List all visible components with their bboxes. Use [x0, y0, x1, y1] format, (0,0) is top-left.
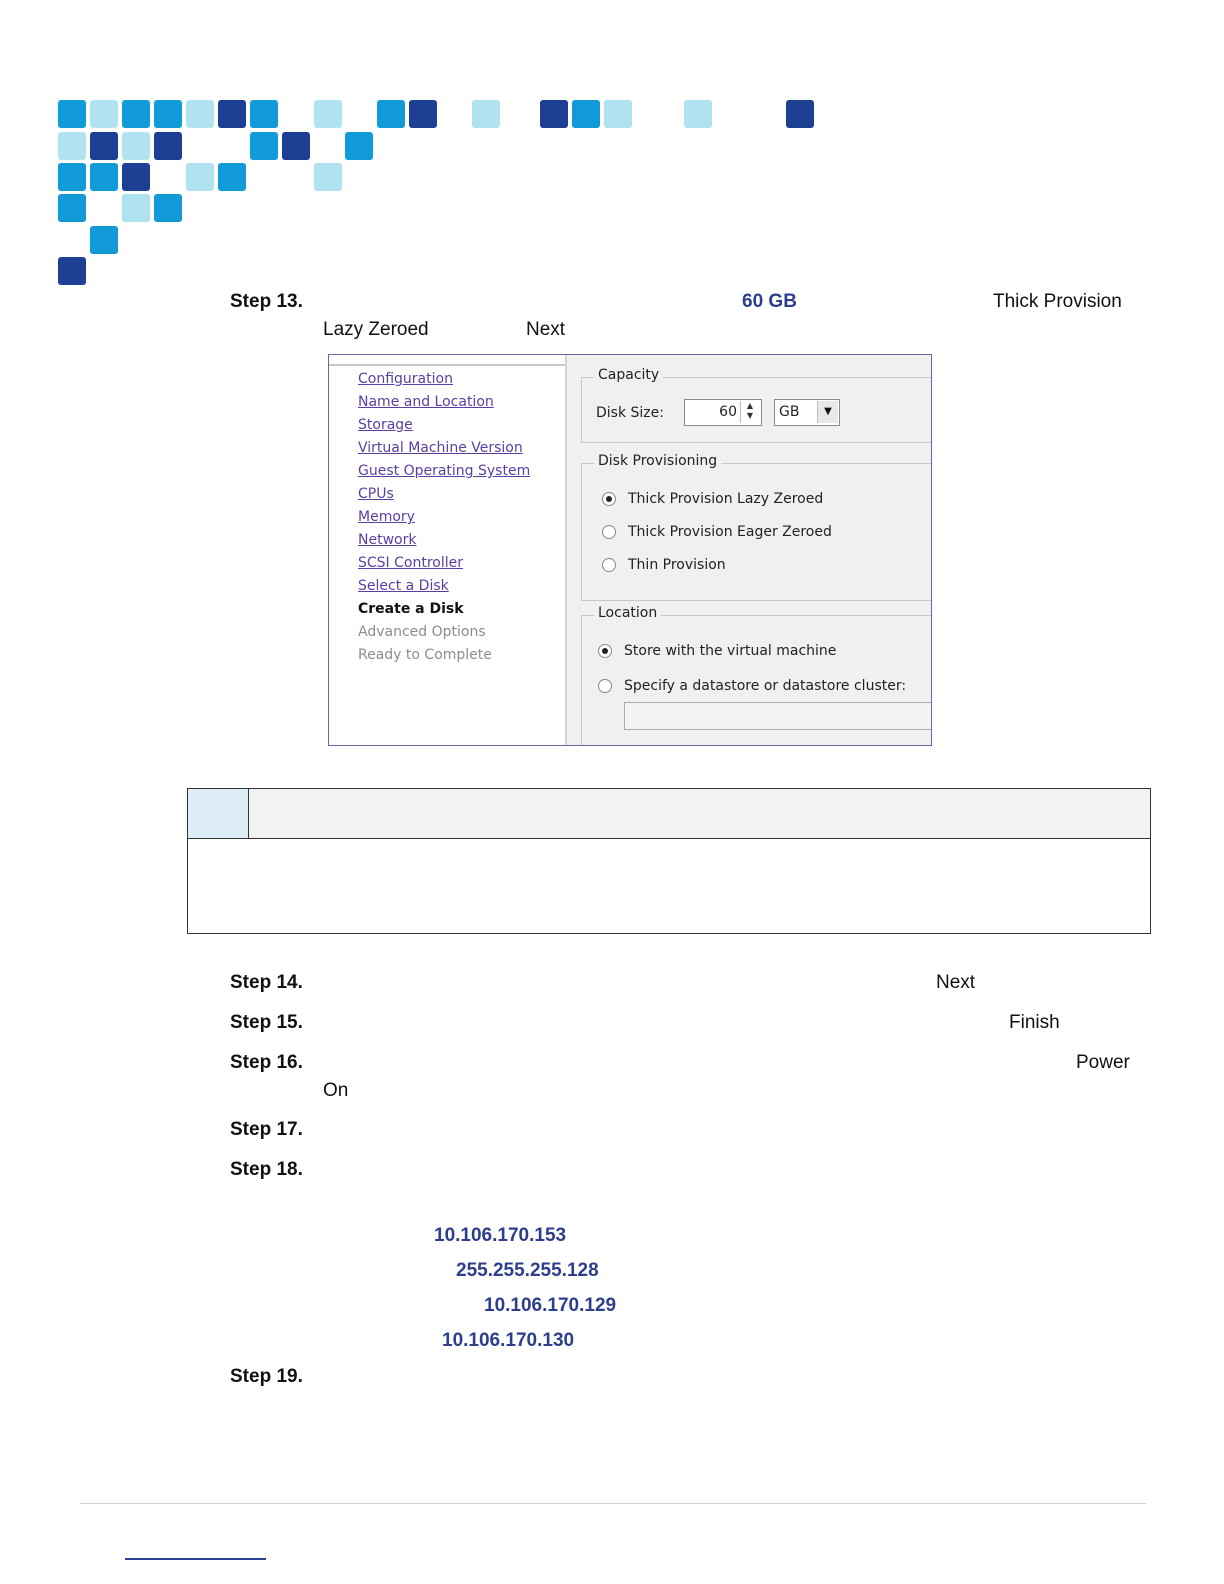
brand-tile [218, 100, 246, 128]
nav-select-disk[interactable]: Select a Disk [358, 578, 449, 594]
footer-accent-line [125, 1558, 266, 1560]
step-16-power-term: Power [1076, 1052, 1130, 1073]
brand-tile [90, 132, 118, 160]
step-19-label: Step 19. [230, 1366, 303, 1387]
subnet-mask-value: 255.255.255.128 [456, 1260, 599, 1281]
step-14-label: Step 14. [230, 972, 303, 993]
capacity-title: Capacity [594, 367, 663, 383]
nav-vm-version[interactable]: Virtual Machine Version [358, 440, 523, 456]
nav-storage[interactable]: Storage [358, 417, 413, 433]
brand-tile [58, 194, 86, 222]
provisioning-title: Disk Provisioning [594, 453, 721, 469]
disk-size-label: Disk Size: [596, 405, 664, 421]
step-15-finish-term: Finish [1009, 1012, 1060, 1033]
nav-cpus[interactable]: CPUs [358, 486, 394, 502]
unit-select[interactable] [774, 399, 840, 426]
radio-eager-zeroed[interactable] [602, 525, 616, 539]
brand-tile [786, 100, 814, 128]
nav-name-and-location[interactable]: Name and Location [358, 394, 494, 410]
nav-create-disk: Create a Disk [358, 601, 464, 617]
option-specify-datastore[interactable]: Specify a datastore or datastore cluster: [624, 678, 907, 694]
brand-tile [572, 100, 600, 128]
gateway-value: 10.106.170.129 [484, 1295, 617, 1316]
location-group [581, 605, 932, 746]
brand-tile [90, 163, 118, 191]
provision-term: Thick Provision [993, 291, 1122, 312]
brand-tile [604, 100, 632, 128]
brand-tile [58, 100, 86, 128]
nav-network[interactable]: Network [358, 532, 417, 548]
nav-scsi-controller[interactable]: SCSI Controller [358, 555, 463, 571]
note-header [188, 789, 1150, 839]
datastore-field[interactable] [624, 702, 932, 730]
step-14-next-term: Next [936, 972, 976, 993]
disk-size-input[interactable]: 60 [719, 404, 737, 420]
brand-tile [409, 100, 437, 128]
nav-divider [329, 364, 565, 366]
step-13-label: Step 13. [230, 291, 303, 312]
provisioning-group [581, 453, 932, 601]
brand-tile [154, 132, 182, 160]
brand-tile [684, 100, 712, 128]
spin-arrows-icon[interactable]: ▲ ▼ [740, 401, 759, 423]
ip-address-value: 10.106.170.153 [434, 1225, 567, 1246]
next-term: Next [526, 319, 566, 340]
brand-tile [377, 100, 405, 128]
brand-tile [540, 100, 568, 128]
brand-tile [472, 100, 500, 128]
disk-size-value-text: 60 GB [742, 291, 797, 312]
nav-ready-to-complete: Ready to Complete [358, 647, 492, 663]
option-lazy-zeroed[interactable]: Thick Provision Lazy Zeroed [628, 491, 824, 507]
option-store-with-vm[interactable]: Store with the virtual machine [624, 643, 837, 659]
brand-tile [218, 163, 246, 191]
note-box [187, 788, 1151, 934]
brand-tile [186, 163, 214, 191]
radio-thin-provision[interactable] [602, 558, 616, 572]
step-16-label: Step 16. [230, 1052, 303, 1073]
brand-tile [122, 194, 150, 222]
option-thin-provision[interactable]: Thin Provision [628, 557, 726, 573]
brand-tile [58, 257, 86, 285]
step-17-label: Step 17. [230, 1119, 303, 1140]
brand-tile [122, 163, 150, 191]
radio-lazy-zeroed[interactable] [602, 492, 616, 506]
brand-tile [314, 100, 342, 128]
lazy-zeroed-term: Lazy Zeroed [323, 319, 429, 340]
unit-select-value: GB [779, 404, 800, 420]
brand-tile [58, 163, 86, 191]
wizard-nav [329, 355, 567, 745]
brand-tile [282, 132, 310, 160]
step-15-label: Step 15. [230, 1012, 303, 1033]
brand-tile [314, 163, 342, 191]
option-eager-zeroed[interactable]: Thick Provision Eager Zeroed [628, 524, 832, 540]
capacity-group [581, 367, 932, 443]
create-disk-dialog [328, 354, 932, 746]
brand-tile [154, 100, 182, 128]
step-18-label: Step 18. [230, 1159, 303, 1180]
radio-specify-datastore[interactable] [598, 679, 612, 693]
footer-divider [80, 1503, 1146, 1504]
brand-tile [90, 226, 118, 254]
brand-tile [90, 100, 118, 128]
location-title: Location [594, 605, 661, 621]
brand-tile [58, 132, 86, 160]
dns-value: 10.106.170.130 [442, 1330, 575, 1351]
brand-tile [122, 132, 150, 160]
nav-memory[interactable]: Memory [358, 509, 415, 525]
brand-tile [122, 100, 150, 128]
nav-advanced-options: Advanced Options [358, 624, 486, 640]
wizard-content [567, 355, 931, 745]
disk-size-stepper[interactable] [684, 399, 762, 426]
nav-configuration[interactable]: Configuration [358, 371, 453, 387]
brand-tile [186, 100, 214, 128]
note-icon [188, 789, 249, 838]
step-16-on-term: On [323, 1080, 349, 1101]
brand-tile [154, 194, 182, 222]
brand-tile [250, 100, 278, 128]
chevron-down-icon[interactable]: ▼ [817, 401, 838, 423]
radio-store-with-vm[interactable] [598, 644, 612, 658]
brand-tile [250, 132, 278, 160]
nav-guest-os[interactable]: Guest Operating System [358, 463, 531, 479]
brand-tile [345, 132, 373, 160]
